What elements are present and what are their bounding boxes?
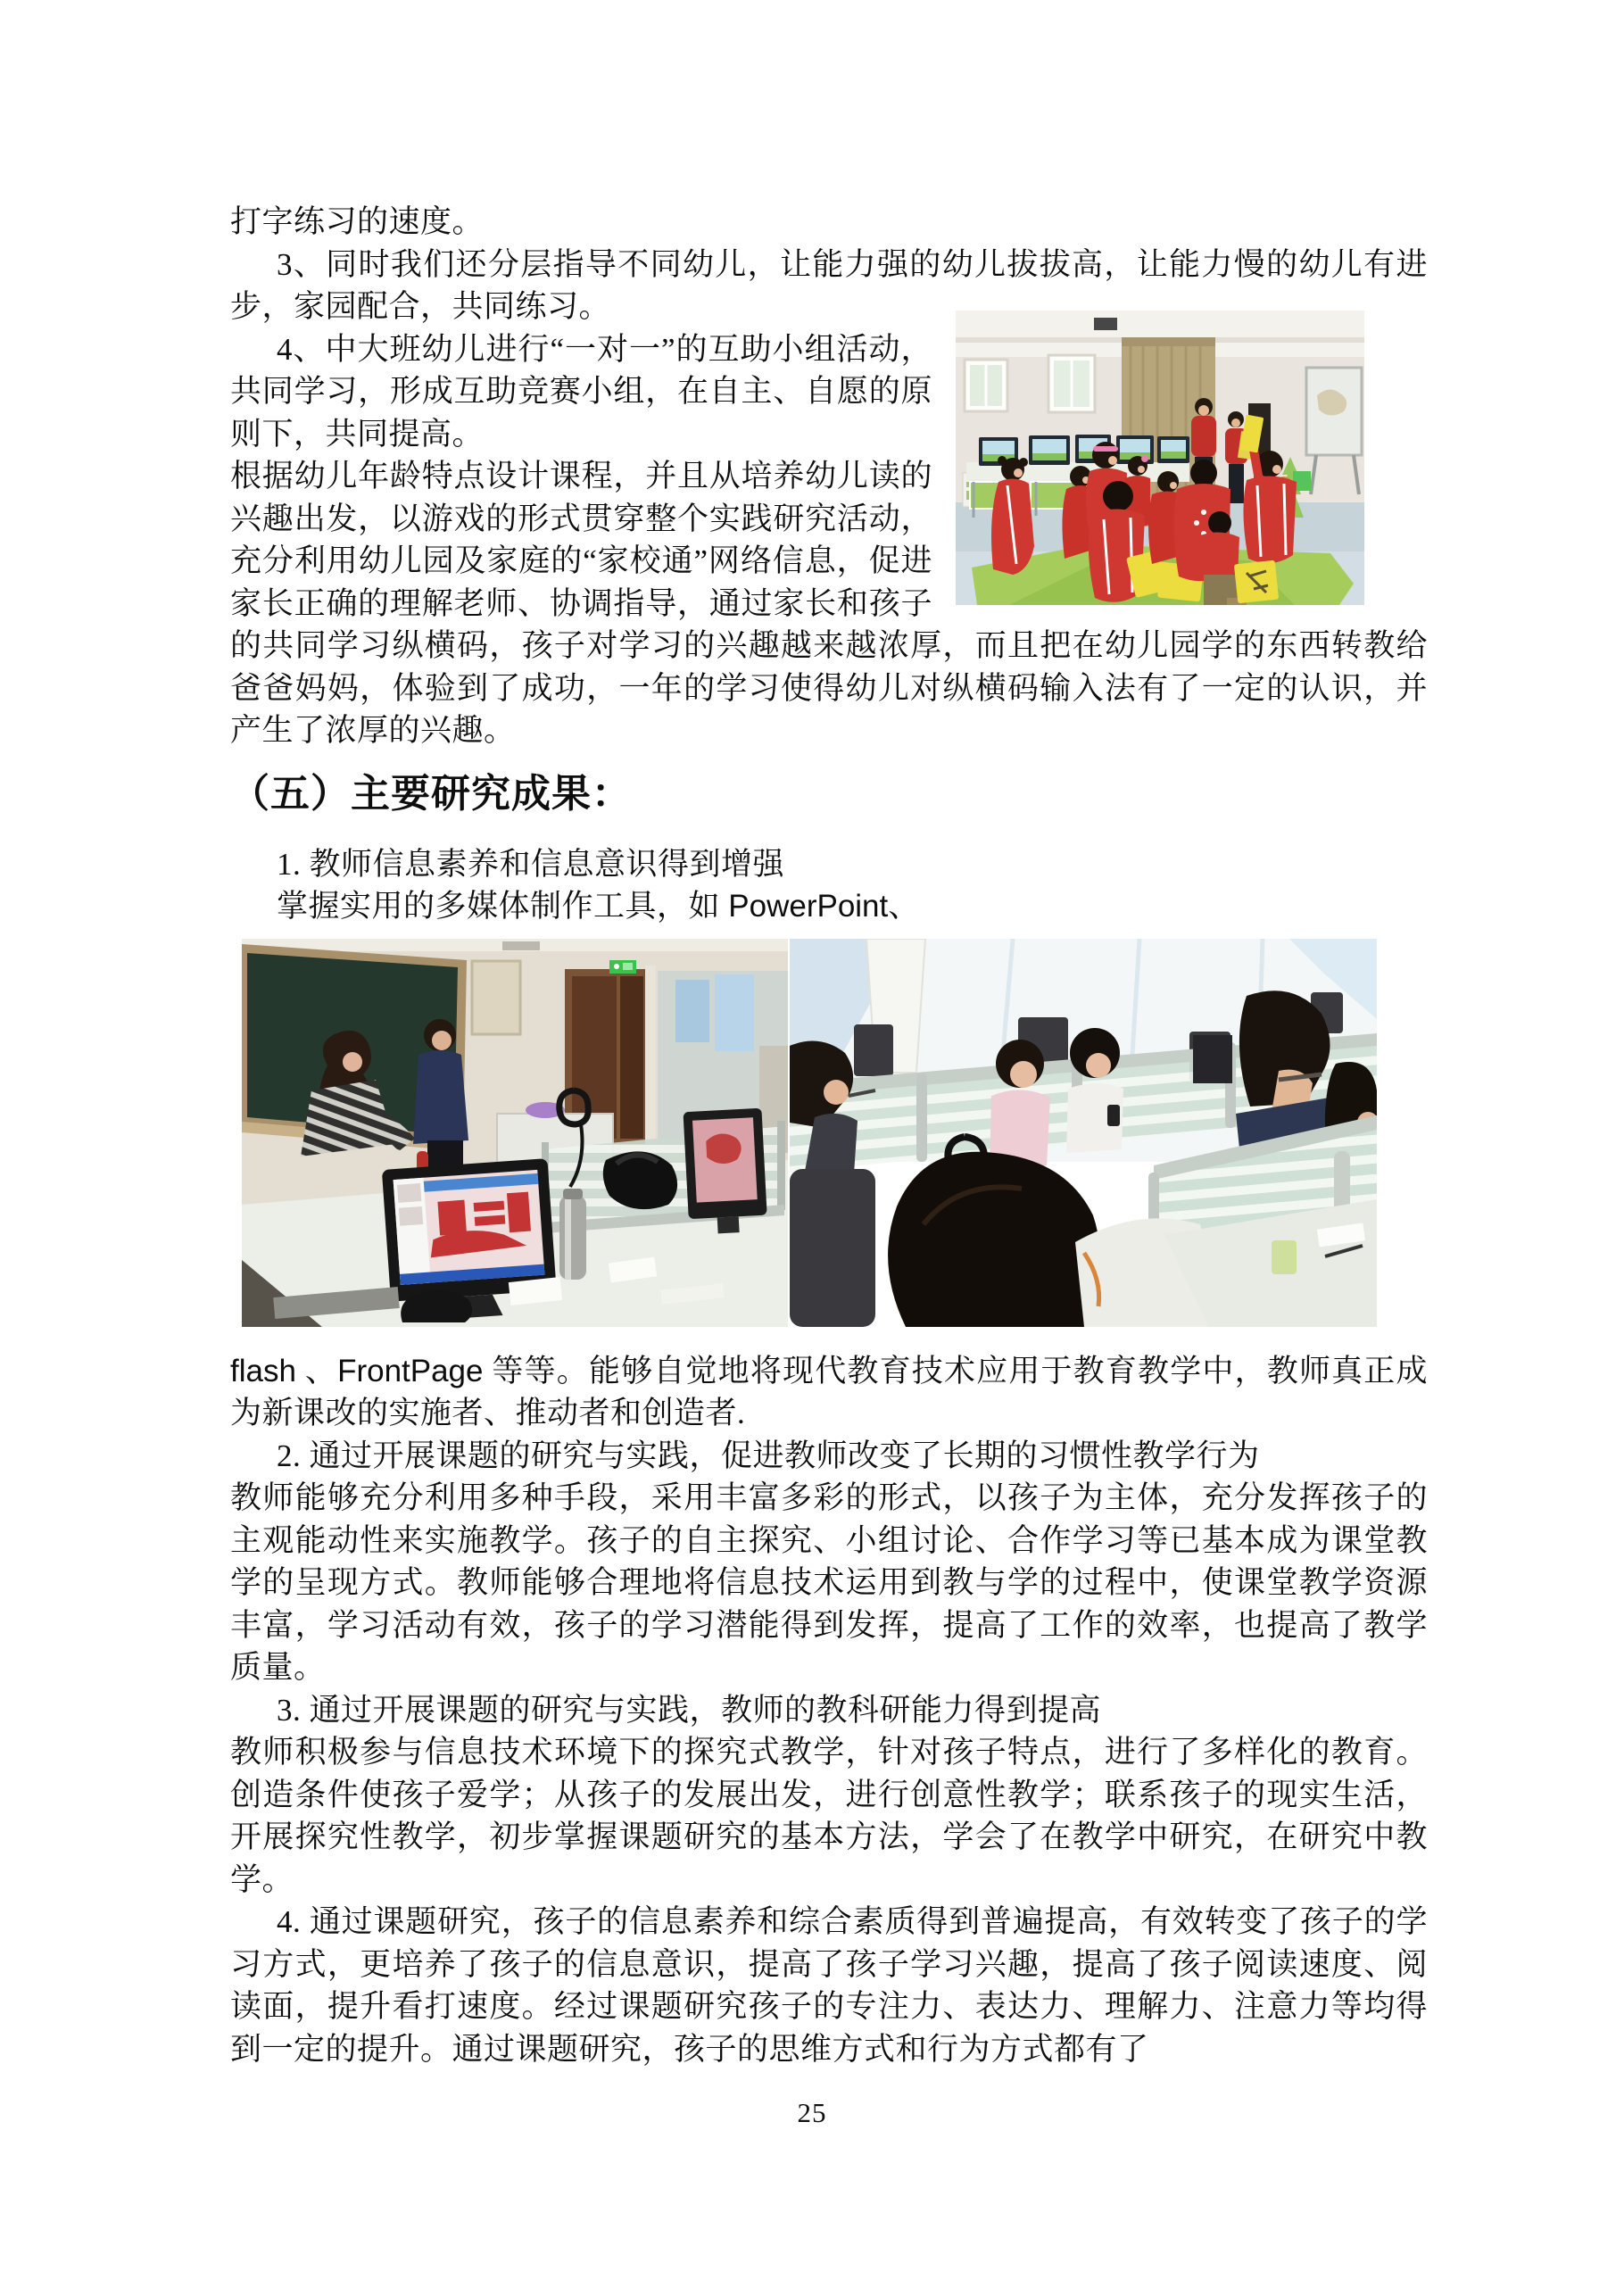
photo-row xyxy=(242,939,1428,1327)
paragraph-item4: 4、中大班幼儿进行“一对一”的互助小组活动，共同学习，形成互助竞赛小组，在自主、自愿的原则下，共同提高。 xyxy=(230,331,932,452)
chair-back xyxy=(790,1169,875,1327)
wall-cabinet xyxy=(472,961,520,1034)
result1-cont-latin1: flash xyxy=(230,1353,296,1388)
headband xyxy=(1093,446,1118,452)
paragraph-result1-lead xyxy=(230,885,1428,928)
photo-kindergarten-activity xyxy=(956,311,1364,605)
page-number: 25 xyxy=(797,2097,827,2128)
result1-cont-mid: 、 xyxy=(295,1353,338,1388)
paragraph-result2-title: 2. 通过开展课题的研究与实践，促进教师改变了长期的习惯性教学行为 xyxy=(277,1438,1260,1473)
result1-cont-latin2: FrontPage xyxy=(337,1353,484,1388)
phone xyxy=(1107,1105,1120,1126)
paragraph-result1-title: 1. 教师信息素养和信息意识得到增强 xyxy=(277,846,785,882)
paragraph-result3-body: 教师积极参与信息技术环境下的探究式教学，针对孩子特点，进行了多样化的教育。创造条件使孩子爱学；从孩子的发展出发，进行创意性教学；联系孩子的现实生活，开展探究性教学，初步掌握课题研究的基本方法，学会了在教学中研究，在研究中教学。 xyxy=(230,1735,1428,1897)
paragraph-design: 根据幼儿年龄特点设计课程，并且从培养幼儿读的兴趣出发，以游戏的形式贯穿整个实践研究活动，充分利用幼儿园及家庭的“家校通”网络信息，促进家长正确的理解老师、协调指导，通过家长和孩子的共同学习纵横码，孩子对学习的兴趣越来越浓厚，而且把在幼儿园学的东西转教给爸爸妈妈，体验到了成功，一年的学习使得幼儿对纵横码输入法有了一定的认识，并产生了浓厚的兴趣。 xyxy=(230,459,1428,748)
paragraph-continuation: 打字练习的速度。 xyxy=(230,204,485,239)
result1-cont-cn: 等等。能够自觉地将现代教育技术应用于教育教学中，教师真正成为新课改的实施者、推动者和创造者. xyxy=(230,1353,1428,1430)
result1-lead-latin: PowerPoint、 xyxy=(728,889,920,924)
photo-training-lab-left xyxy=(242,939,788,1327)
document-body xyxy=(230,201,1428,2070)
paragraph-result4: 4. 通过课题研究，孩子的信息素养和综合素质得到普遍提高，有效转变了孩子的学习方式，更培养了孩子的信息意识，提高了孩子学习兴趣，提高了孩子阅读速度、阅读面，提升看打速度。经过课题研究孩子的专注力、表达力、理解力、注意力等均得到一定的提升。通过课题研究，孩子的思维方式和行为方式都有了 xyxy=(230,1904,1428,2067)
paragraph-result2-body: 教师能够充分利用多种手段，采用丰富多彩的形式，以孩子为主体，充分发挥孩子的主观能动性来实施教学。孩子的自主探究、小组讨论、合作学习等已基本成为课堂教学的呈现方式。教师能够合理地将信息技术运用到教与学的过程中，使课堂教学资源丰富，学习活动有效，孩子的学习潜能得到发挥，提高了工作的效率，也提高了教学质量。 xyxy=(230,1480,1428,1685)
green-cup xyxy=(1272,1240,1297,1274)
result1-lead-cn: 掌握实用的多媒体制作工具，如 xyxy=(277,889,729,924)
paragraph-item3: 3、同时我们还分层指导不同幼儿，让能力强的幼儿拔拔高，让能力慢的幼儿有进步，家园配合，共同练习。 xyxy=(230,246,1428,324)
paragraph-result1-cont xyxy=(230,1350,1428,1435)
photo-training-lab-right xyxy=(790,939,1377,1327)
paragraph-result3-title: 3. 通过开展课题的研究与实践，教师的教科研能力得到提高 xyxy=(277,1692,1102,1728)
thermos xyxy=(559,1196,586,1280)
section-heading: （五）主要研究成果： xyxy=(230,771,632,816)
projector xyxy=(1094,318,1117,330)
navy-top xyxy=(413,1050,468,1144)
